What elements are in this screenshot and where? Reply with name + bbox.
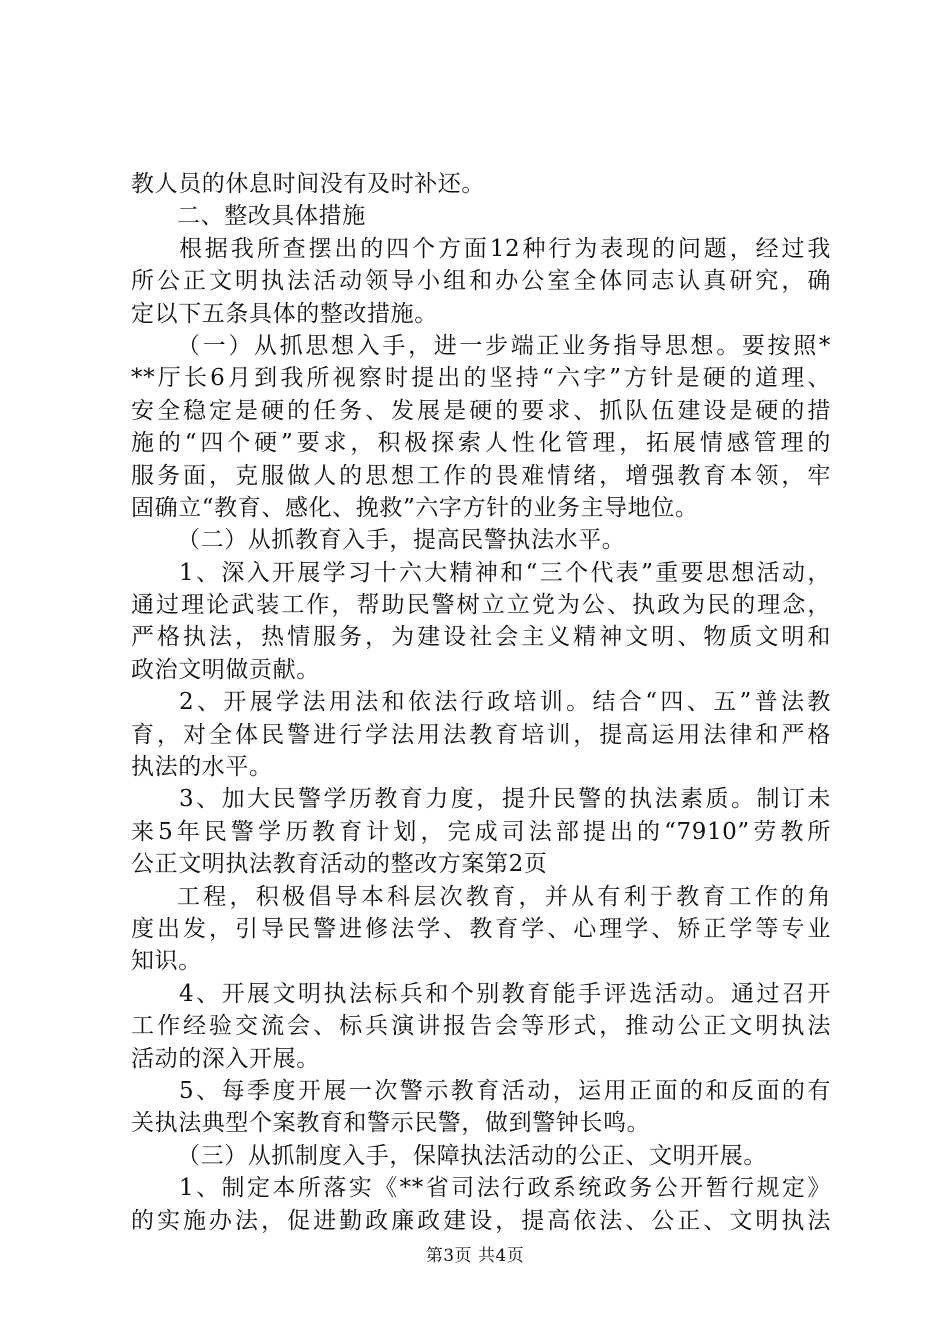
paragraph-line: 服务面，克服做人的思想工作的畏难情绪，增强教育本领，牢 — [131, 462, 831, 489]
paragraph-line: 公正文明执法教育活动的整改方案第2页 — [131, 851, 548, 878]
paragraph-line: 5、每季度开展一次警示教育活动，运用正面的和反面的有 — [179, 1077, 831, 1104]
paragraph-line: 严格执法，热情服务，为建设社会主义精神文明、物质文明和 — [131, 624, 831, 651]
subsection-heading: （二）从抓教育入手，提高民警执法水平。 — [177, 527, 626, 554]
paragraph-line: 3、加大民警学历教育力度，提升民警的执法素质。制订未 — [179, 786, 831, 813]
paragraph-line: 工程，积极倡导本科层次教育，并从有利于教育工作的角 — [177, 883, 831, 910]
paragraph-line: 根据我所查摆出的四个方面12种行为表现的问题，经过我 — [179, 235, 831, 262]
paragraph-line: 1、深入开展学习十六大精神和“三个代表”重要思想活动， — [179, 559, 831, 586]
document-body — [131, 168, 831, 1237]
paragraph-line: 育，对全体民警进行学法用法教育培训，提高运用法律和严格 — [131, 721, 831, 748]
paragraph-line: 4、开展文明执法标兵和个别教育能手评选活动。通过召开 — [179, 980, 831, 1007]
paragraph-line: 知识。 — [131, 948, 202, 975]
section-heading: 二、整改具体措施 — [177, 203, 366, 230]
paragraph-line: 所公正文明执法活动领导小组和办公室全体同志认真研究，确 — [131, 268, 831, 295]
paragraph-line: 教人员的休息时间没有及时补还。 — [131, 171, 485, 197]
paragraph-line: 关执法典型个案教育和警示民警，做到警钟长鸣。 — [131, 1110, 651, 1137]
paragraph-line: 2、开展学法用法和依法行政培训。结合“四、五”普法教 — [179, 689, 831, 716]
paragraph-line: 活动的深入开展。 — [131, 1045, 320, 1072]
subsection-heading: （一）从抓思想入手，进一步端正业务指导思想。要按照* — [177, 332, 831, 359]
paragraph-line: 定以下五条具体的整改措施。 — [131, 300, 438, 327]
paragraph-line: 固确立“教育、感化、挽救”六字方针的业务主导地位。 — [131, 494, 699, 521]
paragraph-line: 1、制定本所落实《**省司法行政系统政务公开暂行规定》 — [179, 1175, 831, 1202]
paragraph-line: 施的“四个硬”要求，积极探索人性化管理，拓展情感管理的 — [131, 430, 831, 457]
paragraph-line: 来5年民警学历教育计划，完成司法部提出的“7910”劳教所 — [131, 818, 831, 845]
paragraph-line: 安全稳定是硬的任务、发展是硬的要求、抓队伍建设是硬的措 — [131, 397, 831, 424]
paragraph-line: 执法的水平。 — [131, 754, 273, 781]
page-footer: 第3页 共4页 — [425, 1246, 525, 1266]
paragraph-line: **厅长6月到我所视察时提出的坚持“六字”方针是硬的道理、 — [131, 365, 831, 392]
paragraph-line: 工作经验交流会、标兵演讲报告会等形式，推动公正文明执法 — [131, 1013, 831, 1040]
paragraph-line: 度出发，引导民警进修法学、教育学、心理学、矫正学等专业 — [131, 915, 831, 942]
paragraph-line: 通过理论武装工作，帮助民警树立立党为公、执政为民的理念， — [131, 592, 831, 619]
paragraph-line: 的实施办法，促进勤政廉政建设，提高依法、公正、文明执法 — [131, 1207, 831, 1234]
subsection-heading: （三）从抓制度入手，保障执法活动的公正、文明开展。 — [177, 1142, 767, 1169]
paragraph-line: 政治文明做贡献。 — [131, 656, 320, 683]
